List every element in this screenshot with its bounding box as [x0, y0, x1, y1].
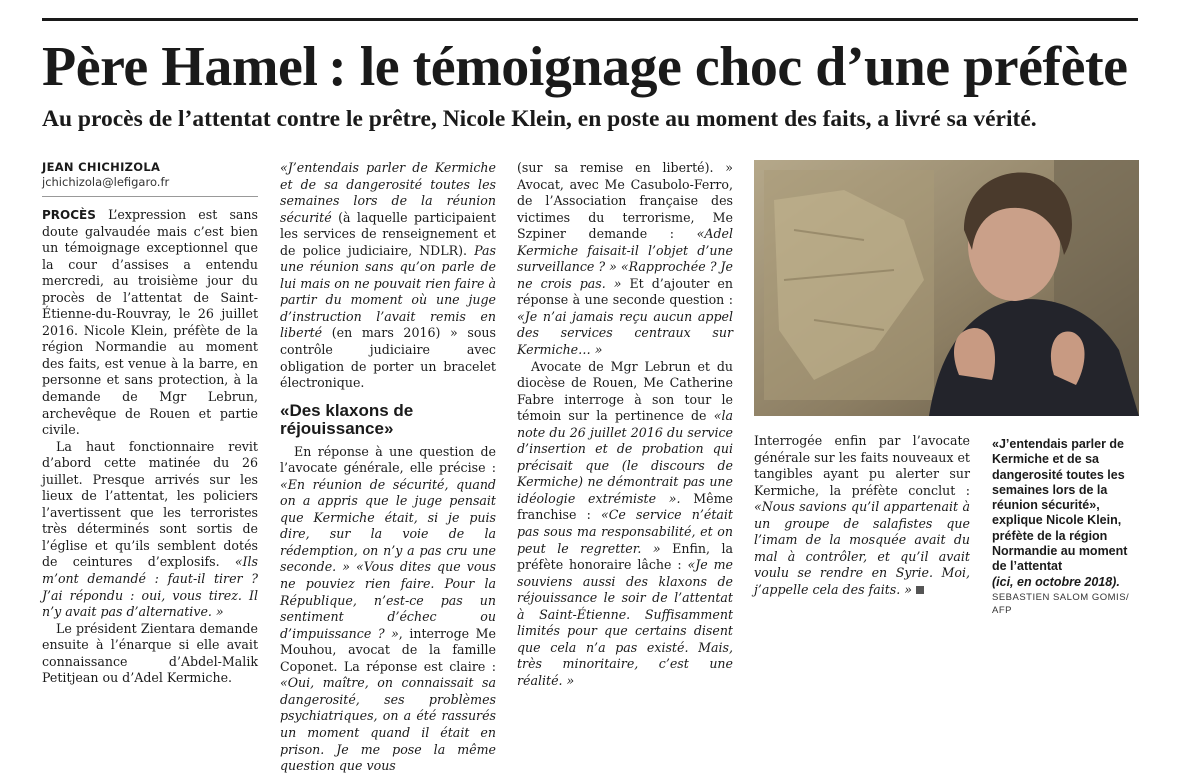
paragraph-5	[517, 359, 733, 690]
text-reponse: En réponse à une question de l’avocate générale, elle précise :	[280, 443, 496, 476]
text-ndlr: (à laquelle participaient les services de renseignement et de police judiciaire, NDLR).	[280, 209, 496, 258]
paragraph-3-cont	[280, 160, 496, 392]
portrait-photo	[754, 160, 1139, 416]
article-column-1	[42, 160, 258, 687]
text-fabre: Avocate de Mgr Lebrun et du diocèse de Rouen, Me Catherine Fabre interroge à son tour le témoin sur la pertinence de	[517, 358, 733, 424]
quote-surveillance: «Adel Kermiche faisait-il l’objet d’une surveillance ? » «Rapprochée ? Je ne crois pas. »	[517, 226, 733, 291]
text-enfin: Enfin, la préfète honoraire lâche :	[517, 540, 734, 573]
paragraph-2-text: La haut fonctionnaire revit d’abord cette matinée du 26 juillet. Presque arrivés sur les lieux de l’attentat, les policiers l’avertissent que les terroristes très déterminés sont sortis de l’église et qu’ils semblent dotés de ceintures d’explosifs.	[42, 438, 258, 570]
article-column-3	[517, 160, 733, 690]
author-name: JEAN CHICHIZOLA	[42, 160, 161, 174]
paragraph-4-cont	[517, 160, 733, 359]
article-column-4	[754, 433, 970, 598]
paragraph-3-text: Le président Zientara demande ensuite à l’énarque si elle avait connaissance d’Abdel-Malik Petitjean ou d’Adel Kermiche.	[42, 620, 258, 686]
quote-reunion: «J’entendais parler de Kermiche et de sa dangerosité toutes les semaines lors de la réunion sécurité	[280, 160, 496, 225]
caption-text: explique Nicole Klein, préfète de la région Normandie au moment de l’attentat	[992, 513, 1128, 574]
quote-service: «Ce service n’était pas sous ma responsabilité, et on peut le regretter. »	[517, 507, 733, 556]
photo-credit: SEBASTIEN SALOM GOMIS/ AFP	[992, 591, 1130, 616]
paragraph-5-cont	[754, 433, 970, 598]
quote-klaxons: «Je me souviens aussi des klaxons de réjouissance le soir de l’attentat à Saint-Étienne. Suffisamment limités pour que certains disent que cela n’a pas existé. Mais, très minoritaire, c’est une réalité. »	[517, 557, 733, 688]
photo-caption	[992, 437, 1138, 617]
caption-date: (ici, en octobre 2018).	[992, 574, 1120, 589]
article-column-2	[280, 160, 496, 775]
quote-salafistes: «Nous savions qu’il appartenait à un groupe de salafistes que l’imam de la mosquée avait du mal à contrôler, et qu’il avait voulu se rendre en Syrie. Moi, j’appelle cela des faits. »	[754, 499, 970, 597]
lead-word: PROCÈS	[42, 208, 96, 222]
byline	[42, 160, 258, 197]
top-rule	[42, 18, 1138, 21]
quote-dangerosite: «Oui, maître, on connaissait sa dangerosité, ses problèmes psychiatriques, on a été rassurés un moment quand il était en prison. Je me pose la même question que vous	[280, 675, 496, 774]
paragraph-2	[42, 439, 258, 621]
quote-redemption: «En réunion de sécurité, quand on a appris que le juge pensait que Kermiche était, si je puis dire, sur la voie de la rédemption, on n’y a pas cru une seconde. » «Vous dites que vous ne pouviez rien faire. Pour la République, n’est-ce pas un sentiment d’échec ou d’impuissance ? »	[280, 476, 496, 641]
text-ajouter: Et d’ajouter en réponse à une seconde question :	[517, 275, 733, 308]
paragraph-1	[42, 207, 258, 439]
quote-liberte: Pas une réunion sans qu’on parle de lui mais on ne pouvait rien faire à partir du moment où une juge d’instruction l’avait remis en liberté	[280, 242, 496, 341]
paragraph-4	[280, 444, 496, 775]
headline: Père Hamel : le témoignage choc d’une préfète	[42, 36, 1128, 98]
intertitle: «Des klaxons de réjouissance»	[280, 400, 414, 438]
quote-note: «la note du 26 juillet 2016 du service d’insertion et de probation qui précisait que (le discours de Kermiche) ne démontrait pas une idéologie extrémiste ».	[517, 408, 733, 506]
paragraph-3	[42, 621, 258, 687]
standfirst: Au procès de l’attentat contre le prêtre, Nicole Klein, en poste au moment des faits, a livré sa vérité.	[42, 106, 1037, 132]
text-szpiner: (sur sa remise en liberté). » Avocat, avec Me Casubolo-Ferro, de l’Association française des victimes du terrorisme, Me Szpiner demande :	[517, 160, 733, 242]
paragraph-2-quote: «Ils m’ont demandé : faut-il tirer ? J’ai répondu : oui, vous tirez. Il n’y avait pas d’alternative. »	[42, 554, 258, 620]
author-email[interactable]: jchichizola@lefigaro.fr	[42, 175, 170, 189]
text-bracelet: (en mars 2016) » sous contrôle judiciaire avec obligation de porter un bracelet électronique.	[280, 325, 496, 391]
quote-appel: «Je n’ai jamais reçu aucun appel des services centraux sur Kermiche… »	[517, 308, 733, 358]
caption-quote: «J’entendais parler de Kermiche et de sa dangerosité toutes les semaines lors de la réunion sécurité»,	[992, 437, 1125, 513]
portrait-illustration	[754, 160, 1139, 416]
text-franchise: Même franchise :	[517, 490, 733, 523]
paragraph-1-text: L’expression est sans doute galvaudée mais c’est bien un témoignage exceptionnel que la cour d’assises a entendu mercredi, au troisième jour du procès de l’attentat de Saint-Étienne-du-Rouvray, le 26 juillet 2016. Nicole Klein, préfète de la région Normandie au moment des faits, est venue à la barre, en personne et sans protection, à la demande de Mgr Lebrun, archevêque de Rouen et partie civile.	[42, 207, 258, 438]
text-interrogee: Interrogée enfin par l’avocate générale sur les faits nouveaux et tangibles ayant pu alerter sur Kermiche, la préfète conclut :	[754, 433, 970, 498]
text-mouhou: , interroge Me Mouhou, avocat de la famille Coponet. La réponse est claire :	[280, 625, 496, 674]
end-mark-icon	[916, 586, 924, 594]
